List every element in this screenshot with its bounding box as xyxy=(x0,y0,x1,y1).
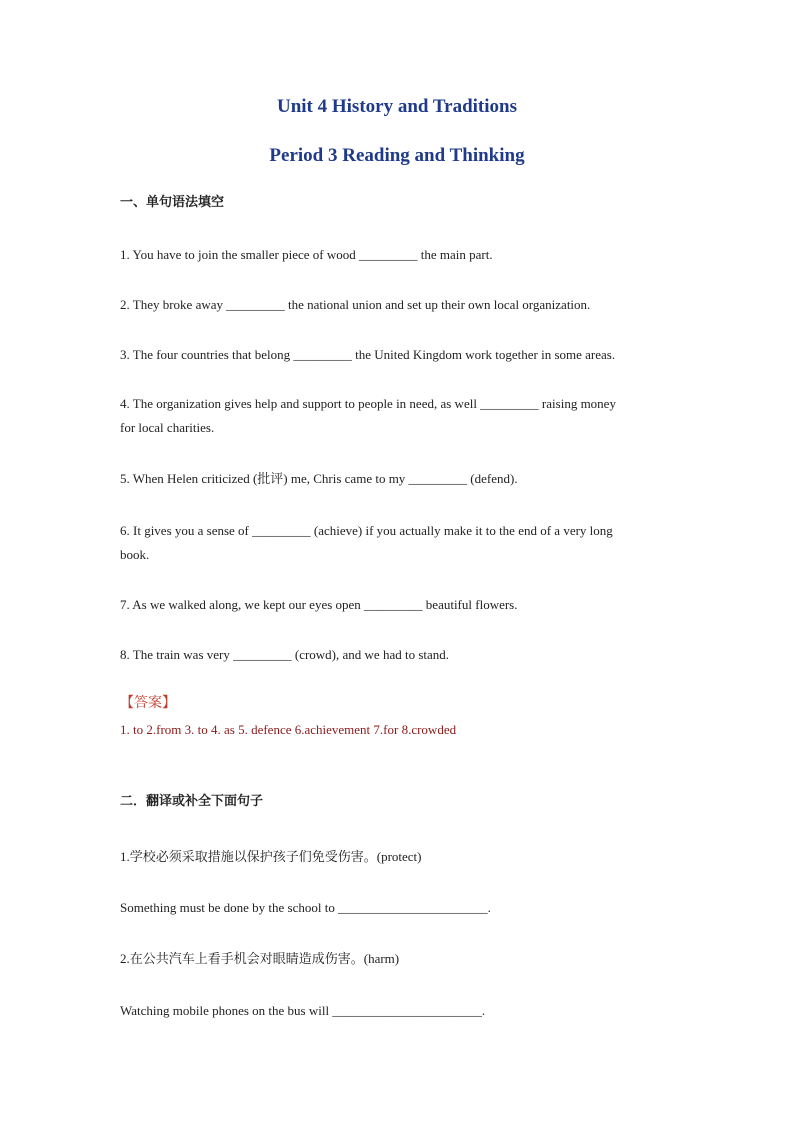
translation-2-answer-line: Watching mobile phones on the bus will _______________________. xyxy=(120,1003,486,1018)
translation-1-answer-line: Something must be done by the school to _______________________. xyxy=(120,900,491,915)
question-8: 8. The train was very _________ (crowd), and we had to stand. xyxy=(120,647,450,662)
question-1: 1. You have to join the smaller piece of wood _________ the main part. xyxy=(120,247,493,262)
question-5: 5. When Helen criticized (批评) me, Chris came to my _________ (defend). xyxy=(120,471,518,486)
question-4-line1: 4. The organization gives help and support to people in need, as well _________ raising money xyxy=(120,396,616,411)
question-2: 2. They broke away _________ the national union and set up their own local organization. xyxy=(120,297,591,312)
question-3: 3. The four countries that belong _________ the United Kingdom work together in some areas. xyxy=(120,347,616,362)
period-title: Period 3 Reading and Thinking xyxy=(269,145,525,166)
question-6-line1: 6. It gives you a sense of _________ (achieve) if you actually make it to the end of a very long xyxy=(120,523,613,538)
translation-1-prompt: 1.学校必须采取措施以保护孩子们免受伤害。(protect) xyxy=(120,849,422,864)
answer-text: 1. to 2.from 3. to 4. as 5. defence 6.achievement 7.for 8.crowded xyxy=(120,722,457,737)
section1-heading: 一、单句语法填空 xyxy=(120,195,225,210)
question-7: 7. As we walked along, we kept our eyes open _________ beautiful flowers. xyxy=(120,597,518,612)
answer-label: 【答案】 xyxy=(120,695,176,711)
question-4-line2: for local charities. xyxy=(120,420,215,435)
translation-2-prompt: 2.在公共汽车上看手机会对眼睛造成伤害。(harm) xyxy=(120,951,400,966)
section2-heading: 二．翻译或补全下面句子 xyxy=(120,794,264,809)
unit-title: Unit 4 History and Traditions xyxy=(276,96,517,117)
question-6-line2: book. xyxy=(120,547,150,562)
